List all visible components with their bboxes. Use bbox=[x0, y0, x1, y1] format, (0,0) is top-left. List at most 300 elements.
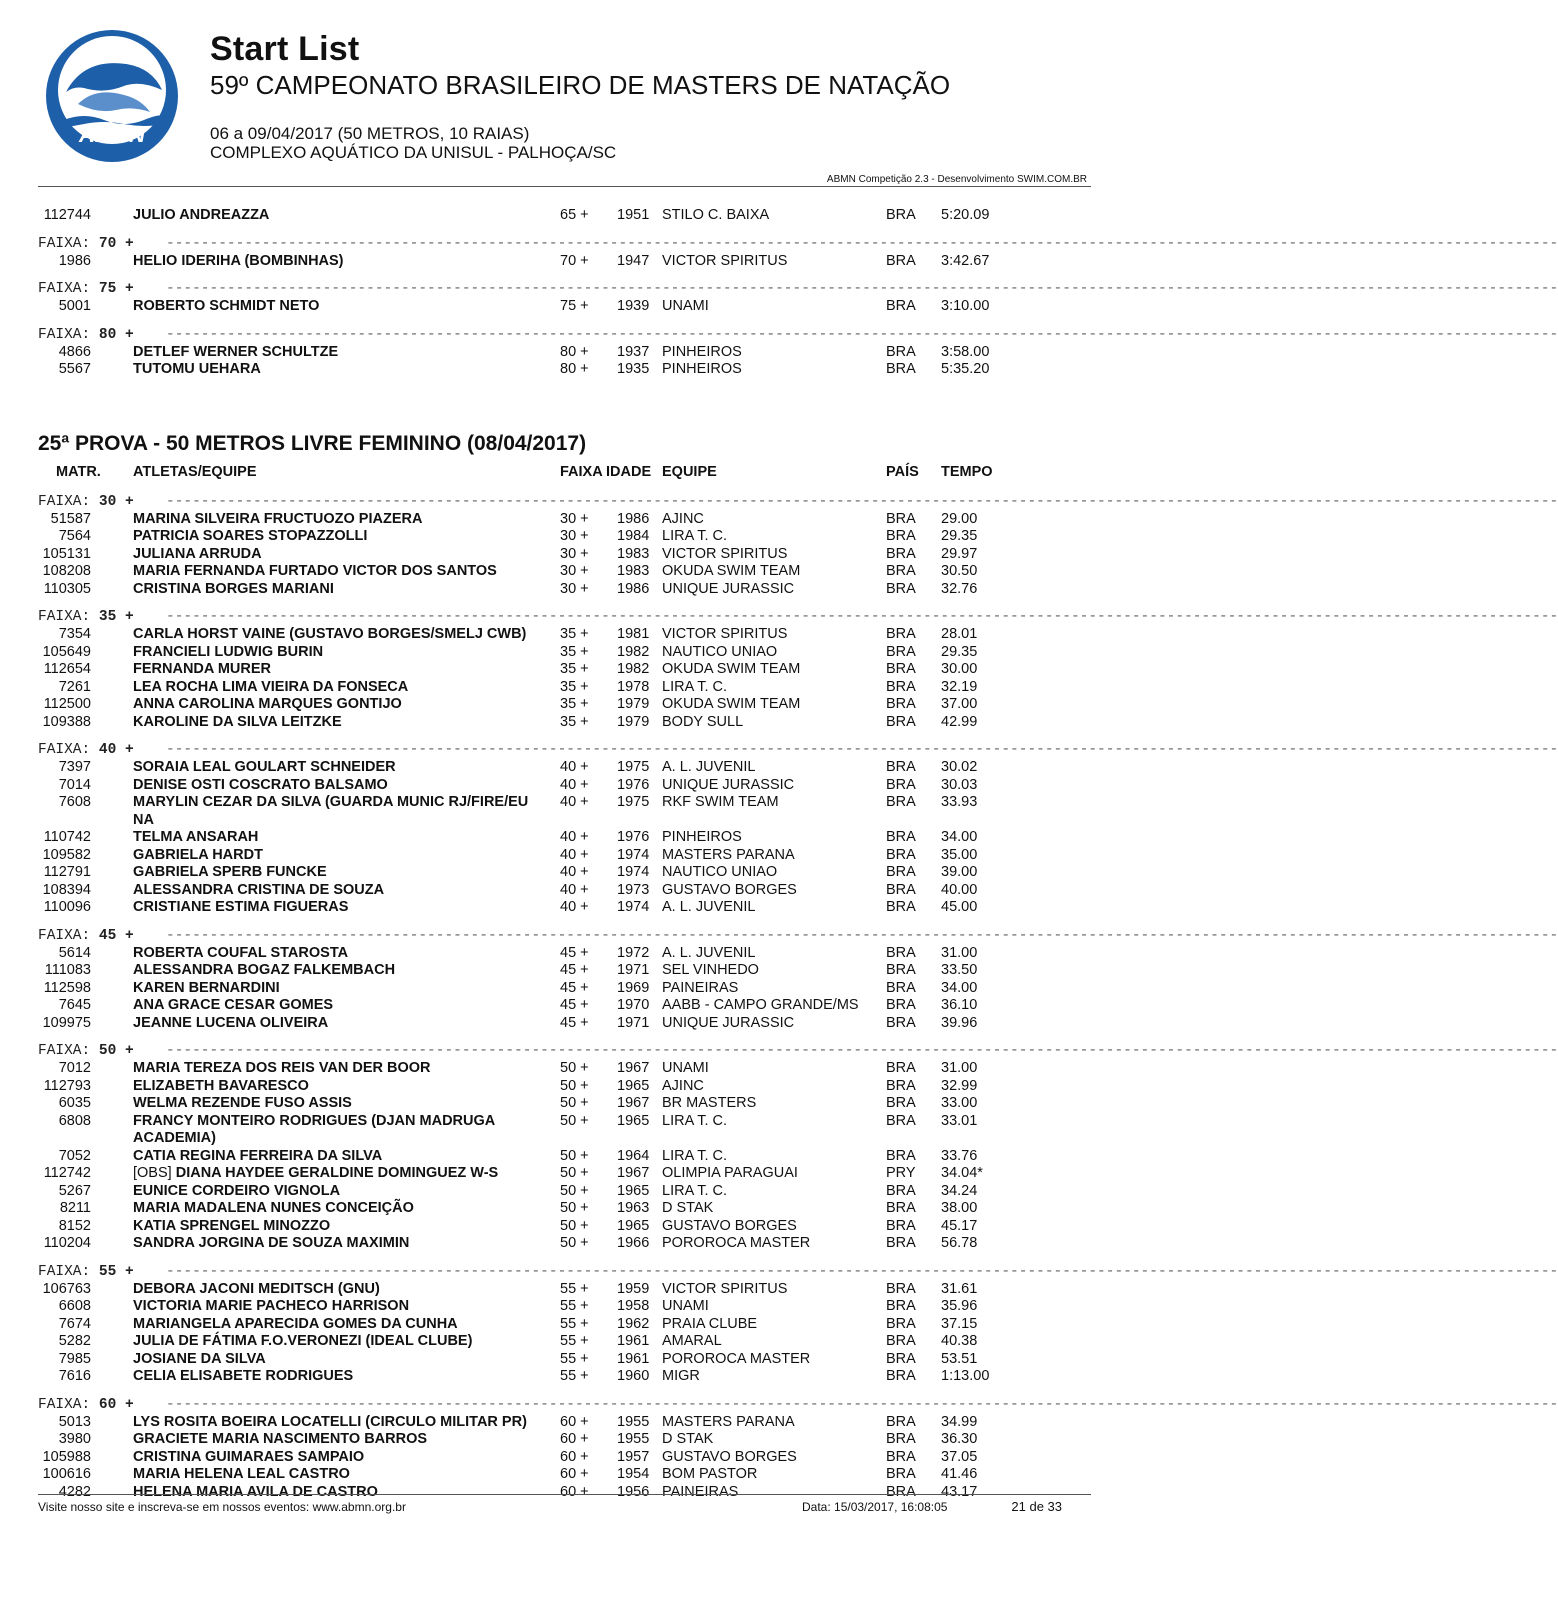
table-row bbox=[38, 1095, 1091, 1113]
birth-year: 1954 bbox=[617, 1466, 650, 1482]
entry-time: 3:42.67 bbox=[941, 252, 990, 269]
athlete-name-text: JULIO ANDREAZZA bbox=[133, 207, 270, 223]
team-name: PINHEIROS bbox=[662, 361, 742, 377]
athlete-name-text: TUTOMU UEHARA bbox=[133, 361, 261, 377]
birth-year: 1951 bbox=[617, 207, 650, 223]
entry-time: 29.35 bbox=[941, 643, 978, 660]
age-group-value: 75 + bbox=[98, 281, 134, 297]
team-name: MASTERS PARANA bbox=[662, 846, 795, 863]
entry-time: 36.10 bbox=[941, 997, 978, 1013]
registration-number: 5001 bbox=[58, 298, 91, 314]
entry-time: 34.00 bbox=[941, 829, 978, 845]
athlete-name bbox=[133, 528, 367, 546]
team-name: PINHEIROS bbox=[662, 343, 742, 360]
age-group-label: FAIXA: bbox=[38, 1396, 91, 1413]
registration-number: 5567 bbox=[58, 361, 91, 377]
country-code: BRA bbox=[886, 1060, 916, 1076]
team-name: OKUDA SWIM TEAM bbox=[662, 696, 801, 712]
registration-number: 109582 bbox=[42, 846, 91, 863]
athlete-name-text: JULIANA ARRUDA bbox=[133, 545, 262, 562]
table-row-continuation bbox=[38, 1130, 1091, 1148]
age-group: 55 + bbox=[560, 1280, 589, 1297]
athlete-name-text: DENISE OSTI COSCRATO BALSAMO bbox=[133, 776, 388, 793]
age-group: 45 + bbox=[560, 962, 589, 978]
separator-line: ---------------------------------------------------------------------------------------------------------------------------------------------------------------- bbox=[166, 493, 1558, 510]
team-name: VICTOR SPIRITUS bbox=[662, 626, 788, 642]
country-code: BRA bbox=[886, 1448, 916, 1465]
birth-year: 1979 bbox=[617, 696, 650, 712]
athlete-name bbox=[133, 1333, 472, 1351]
entry-time: 33.50 bbox=[941, 962, 978, 978]
registration-number: 7397 bbox=[58, 759, 91, 775]
athlete-name bbox=[133, 1148, 382, 1166]
age-group: 35 + bbox=[560, 626, 589, 642]
entry-time: 30.00 bbox=[941, 661, 978, 677]
entry-time: 32.19 bbox=[941, 678, 978, 695]
col-faixa: FAIXA bbox=[560, 463, 603, 480]
separator-line: ---------------------------------------------------------------------------------------------------------------------------------------------------------------- bbox=[166, 1043, 1558, 1059]
athlete-name bbox=[133, 962, 395, 980]
table-row bbox=[38, 1218, 1091, 1236]
table-row bbox=[38, 847, 1091, 865]
athlete-name bbox=[133, 997, 333, 1015]
age-group: 50 + bbox=[560, 1060, 589, 1076]
team-name: GUSTAVO BORGES bbox=[662, 1217, 797, 1234]
col-equipe: EQUIPE bbox=[662, 463, 717, 480]
entry-time: 30.02 bbox=[941, 759, 978, 775]
age-group: 80 + bbox=[560, 343, 589, 360]
country-code: BRA bbox=[886, 1182, 916, 1199]
birth-year: 1967 bbox=[617, 1095, 650, 1111]
registration-number: 105131 bbox=[42, 545, 91, 562]
separator-line: ---------------------------------------------------------------------------------------------------------------------------------------------------------------- bbox=[166, 742, 1558, 758]
table-row bbox=[38, 1281, 1091, 1299]
athlete-name bbox=[133, 1431, 427, 1449]
athlete-name bbox=[133, 1316, 458, 1334]
age-group-header bbox=[38, 280, 1558, 298]
entry-time: 43.17 bbox=[941, 1483, 978, 1500]
separator-line: ---------------------------------------------------------------------------------------------------------------------------------------------------------------- bbox=[166, 927, 1558, 944]
logo-text: ABMN bbox=[79, 122, 145, 147]
athlete-name-text: GRACIETE MARIA NASCIMENTO BARROS bbox=[133, 1431, 428, 1447]
birth-year: 1963 bbox=[617, 1200, 650, 1216]
birth-year: 1972 bbox=[617, 944, 650, 961]
country-code: BRA bbox=[886, 1014, 916, 1031]
age-group: 55 + bbox=[560, 1368, 589, 1384]
age-group-label: FAIXA: bbox=[38, 1043, 91, 1059]
team-name: AABB - CAMPO GRANDE/MS bbox=[662, 997, 859, 1013]
country-code: BRA bbox=[886, 997, 916, 1013]
registration-number: 112654 bbox=[43, 661, 91, 677]
age-group-label: FAIXA: bbox=[38, 235, 91, 252]
table-row bbox=[38, 563, 1091, 581]
athlete-name-text: VICTORIA MARIE PACHECO HARRISON bbox=[133, 1298, 410, 1314]
athlete-name bbox=[133, 899, 348, 917]
registration-number: 7564 bbox=[58, 528, 91, 544]
athlete-name bbox=[133, 882, 384, 900]
birth-year: 1937 bbox=[617, 343, 650, 360]
registration-number: 51587 bbox=[50, 510, 91, 527]
athlete-name bbox=[133, 829, 258, 847]
birth-year: 1979 bbox=[617, 713, 650, 730]
event-title: 25ª PROVA - 50 METROS LIVRE FEMININO (08/04/2017) bbox=[38, 431, 587, 455]
obs-prefix: [OBS] bbox=[133, 1165, 176, 1181]
entry-time: 29.97 bbox=[941, 545, 978, 562]
athlete-name-text: TELMA ANSARAH bbox=[133, 829, 259, 845]
athlete-name bbox=[133, 714, 342, 732]
table-row bbox=[38, 1431, 1091, 1449]
country-code: BRA bbox=[886, 944, 916, 961]
athlete-name bbox=[133, 253, 344, 271]
athlete-name bbox=[133, 1165, 498, 1183]
birth-year: 1986 bbox=[617, 510, 650, 527]
birth-year: 1967 bbox=[617, 1060, 650, 1076]
header-divider bbox=[38, 186, 1091, 187]
registration-number: 7012 bbox=[58, 1060, 91, 1076]
table-row bbox=[38, 1113, 1091, 1131]
entry-time: 30.03 bbox=[941, 776, 978, 793]
country-code: BRA bbox=[886, 343, 916, 360]
birth-year: 1975 bbox=[617, 794, 650, 810]
athlete-name bbox=[133, 1466, 350, 1484]
separator-line: ---------------------------------------------------------------------------------------------------------------------------------------------------------------- bbox=[166, 1263, 1558, 1280]
age-group: 40 + bbox=[560, 881, 589, 898]
age-group: 60 + bbox=[560, 1413, 589, 1430]
team-name: VICTOR SPIRITUS bbox=[662, 545, 788, 562]
team-name: A. L. JUVENIL bbox=[662, 944, 756, 961]
registration-number: 109388 bbox=[42, 713, 91, 730]
registration-number: 8152 bbox=[58, 1217, 91, 1234]
country-code: PRY bbox=[886, 1165, 916, 1181]
registration-number: 110096 bbox=[43, 899, 91, 915]
table-row bbox=[38, 546, 1091, 564]
registration-number: 7261 bbox=[58, 678, 91, 695]
entry-time: 38.00 bbox=[941, 1200, 978, 1216]
country-code: BRA bbox=[886, 1235, 916, 1251]
entry-time: 34.24 bbox=[941, 1182, 978, 1199]
table-row bbox=[38, 1466, 1091, 1484]
age-group-header bbox=[38, 235, 1558, 253]
age-group: 80 + bbox=[560, 361, 589, 377]
athlete-name-text: LYS ROSITA BOEIRA LOCATELLI (CIRCULO MILITAR PR) bbox=[133, 1413, 527, 1430]
table-row bbox=[38, 1183, 1091, 1201]
birth-year: 1984 bbox=[617, 528, 650, 544]
team-name: NAUTICO UNIAO bbox=[662, 864, 778, 880]
separator-line: ---------------------------------------------------------------------------------------------------------------------------------------------------------------- bbox=[166, 609, 1558, 625]
table-row bbox=[38, 1368, 1091, 1386]
country-code: BRA bbox=[886, 776, 916, 793]
birth-year: 1976 bbox=[617, 776, 650, 793]
country-code: BRA bbox=[886, 1200, 916, 1216]
age-group-label: FAIXA: bbox=[38, 1263, 91, 1280]
athlete-name bbox=[133, 1351, 266, 1369]
age-group: 35 + bbox=[560, 643, 589, 660]
athlete-name-continuation: NA bbox=[133, 811, 154, 828]
table-row bbox=[38, 882, 1091, 900]
table-row bbox=[38, 899, 1091, 917]
athlete-name-text: JOSIANE DA SILVA bbox=[133, 1350, 266, 1367]
country-code: BRA bbox=[886, 361, 916, 377]
team-name: POROROCA MASTER bbox=[662, 1235, 811, 1251]
age-group: 40 + bbox=[560, 846, 589, 863]
age-group: 50 + bbox=[560, 1165, 589, 1181]
country-code: BRA bbox=[886, 1298, 916, 1314]
age-group: 35 + bbox=[560, 678, 589, 695]
athlete-name-text: GABRIELA SPERB FUNCKE bbox=[133, 864, 327, 880]
team-name: LIRA T. C. bbox=[662, 528, 728, 544]
entry-time: 33.93 bbox=[941, 794, 978, 810]
age-group: 30 + bbox=[560, 545, 589, 562]
country-code: BRA bbox=[886, 1483, 916, 1500]
athlete-name bbox=[133, 644, 323, 662]
athlete-name bbox=[133, 1113, 495, 1131]
team-name: GUSTAVO BORGES bbox=[662, 1448, 797, 1465]
birth-year: 1974 bbox=[617, 899, 650, 915]
table-row bbox=[38, 253, 1091, 271]
athlete-name-text: ROBERTO SCHMIDT NETO bbox=[133, 298, 320, 314]
championship-venue: COMPLEXO AQUÁTICO DA UNISUL - PALHOÇA/SC bbox=[210, 143, 617, 162]
registration-number: 5013 bbox=[58, 1413, 91, 1430]
birth-year: 1974 bbox=[617, 846, 650, 863]
team-name: BOM PASTOR bbox=[662, 1466, 758, 1482]
age-group: 50 + bbox=[560, 1112, 589, 1129]
table-row bbox=[38, 696, 1091, 714]
entry-time: 35.00 bbox=[941, 846, 978, 863]
athlete-name-text: DETLEF WERNER SCHULTZE bbox=[133, 343, 339, 360]
age-group: 55 + bbox=[560, 1333, 589, 1349]
entry-time: 5:20.09 bbox=[941, 207, 990, 223]
age-group: 40 + bbox=[560, 899, 589, 915]
birth-year: 1962 bbox=[617, 1315, 650, 1332]
registration-number: 7014 bbox=[58, 776, 91, 793]
table-row bbox=[38, 1148, 1091, 1166]
registration-number: 110204 bbox=[43, 1235, 91, 1251]
table-row bbox=[38, 829, 1091, 847]
entry-time: 32.76 bbox=[941, 580, 978, 597]
birth-year: 1982 bbox=[617, 661, 650, 677]
athlete-name-text: MARIA FERNANDA FURTADO VICTOR DOS SANTOS bbox=[133, 563, 497, 579]
country-code: BRA bbox=[886, 962, 916, 978]
registration-number: 7645 bbox=[58, 997, 91, 1013]
registration-number: 106763 bbox=[42, 1280, 91, 1297]
country-code: BRA bbox=[886, 661, 916, 677]
country-code: BRA bbox=[886, 1466, 916, 1482]
start-list-content bbox=[38, 207, 1558, 1501]
age-group-header bbox=[38, 1042, 1558, 1060]
birth-year: 1974 bbox=[617, 864, 650, 880]
registration-number: 6808 bbox=[58, 1112, 91, 1129]
birth-year: 1935 bbox=[617, 361, 650, 377]
birth-year: 1971 bbox=[617, 1014, 650, 1031]
country-code: BRA bbox=[886, 881, 916, 898]
age-group: 50 + bbox=[560, 1095, 589, 1111]
athlete-name-text: DEBORA JACONI MEDITSCH (GNU) bbox=[133, 1280, 380, 1297]
athlete-name bbox=[133, 344, 338, 362]
registration-number: 7354 bbox=[58, 626, 91, 642]
registration-number: 1986 bbox=[58, 252, 91, 269]
table-row bbox=[38, 1015, 1091, 1033]
age-group: 55 + bbox=[560, 1298, 589, 1314]
previous-event-rows bbox=[38, 207, 1091, 225]
table-row bbox=[38, 1200, 1091, 1218]
registration-number: 112744 bbox=[43, 207, 91, 223]
registration-number: 7674 bbox=[58, 1315, 91, 1332]
table-row bbox=[38, 1060, 1091, 1078]
athlete-name-text: ROBERTA COUFAL STAROSTA bbox=[133, 944, 349, 961]
age-group-label: FAIXA: bbox=[38, 493, 91, 510]
table-row bbox=[38, 945, 1091, 963]
age-group: 30 + bbox=[560, 510, 589, 527]
entry-time: 31.00 bbox=[941, 1060, 978, 1076]
athlete-name-text: DIANA HAYDEE GERALDINE DOMINGUEZ W-S bbox=[175, 1165, 499, 1181]
birth-year: 1965 bbox=[617, 1217, 650, 1234]
software-credit: ABMN Competição 2.3 - Desenvolvimento SWIM.COM.BR bbox=[826, 174, 1087, 185]
entry-time: 45.00 bbox=[941, 899, 978, 915]
entry-time: 39.00 bbox=[941, 864, 978, 880]
athlete-name-text: LEA ROCHA LIMA VIEIRA DA FONSECA bbox=[133, 678, 409, 695]
birth-year: 1983 bbox=[617, 545, 650, 562]
country-code: BRA bbox=[886, 1147, 916, 1164]
team-name: AJINC bbox=[662, 510, 704, 527]
table-row bbox=[38, 361, 1091, 379]
registration-number: 112500 bbox=[43, 696, 91, 712]
table-row bbox=[38, 1449, 1091, 1467]
column-headers bbox=[38, 461, 1091, 483]
birth-year: 1957 bbox=[617, 1448, 650, 1465]
team-name: OKUDA SWIM TEAM bbox=[662, 563, 801, 579]
country-code: BRA bbox=[886, 545, 916, 562]
registration-number: 8211 bbox=[59, 1200, 91, 1216]
entry-time: 41.46 bbox=[941, 1466, 978, 1482]
registration-number: 109975 bbox=[42, 1014, 91, 1031]
registration-number: 5267 bbox=[58, 1182, 91, 1199]
age-group-header bbox=[38, 608, 1558, 626]
age-group: 50 + bbox=[560, 1217, 589, 1234]
team-name: POROROCA MASTER bbox=[662, 1350, 811, 1367]
col-matr: MATR. bbox=[56, 463, 101, 480]
athlete-name-text: ANA GRACE CESAR GOMES bbox=[133, 997, 334, 1013]
athlete-name-text: CARLA HORST VAINE (GUSTAVO BORGES/SMELJ CWB) bbox=[133, 626, 527, 642]
abmn-logo bbox=[44, 28, 180, 164]
birth-year: 1960 bbox=[617, 1368, 650, 1384]
country-code: BRA bbox=[886, 864, 916, 880]
entry-time: 37.00 bbox=[941, 696, 978, 712]
age-group: 45 + bbox=[560, 944, 589, 961]
country-code: BRA bbox=[886, 626, 916, 642]
athlete-name bbox=[133, 207, 269, 225]
registration-number: 5282 bbox=[58, 1333, 91, 1349]
registration-number: 110742 bbox=[43, 829, 91, 845]
athlete-name-text: ANNA CAROLINA MARQUES GONTIJO bbox=[133, 696, 402, 712]
athlete-name bbox=[133, 1183, 340, 1201]
athlete-name-text: CRISTINA BORGES MARIANI bbox=[133, 580, 334, 597]
athlete-name bbox=[133, 847, 263, 865]
team-name: GUSTAVO BORGES bbox=[662, 881, 797, 898]
event-groups bbox=[38, 493, 1558, 1502]
team-name: OLIMPIA PARAGUAI bbox=[662, 1165, 798, 1181]
separator-line: ---------------------------------------------------------------------------------------------------------------------------------------------------------------- bbox=[166, 235, 1558, 252]
table-row bbox=[38, 1333, 1091, 1351]
athlete-name bbox=[133, 1449, 364, 1467]
country-code: BRA bbox=[886, 1315, 916, 1332]
birth-year: 1961 bbox=[617, 1333, 650, 1349]
registration-number: 6035 bbox=[58, 1095, 91, 1111]
entry-time: 34.00 bbox=[941, 979, 978, 996]
age-group-header bbox=[38, 326, 1558, 344]
birth-year: 1961 bbox=[617, 1350, 650, 1367]
championship-dates: 06 a 09/04/2017 (50 METROS, 10 RAIAS) bbox=[210, 124, 530, 143]
table-row bbox=[38, 1235, 1091, 1253]
age-group-value: 70 + bbox=[98, 235, 134, 252]
entry-time: 40.38 bbox=[941, 1333, 978, 1349]
team-name: UNIQUE JURASSIC bbox=[662, 776, 795, 793]
athlete-name bbox=[133, 1200, 414, 1218]
entry-time: 31.61 bbox=[941, 1280, 978, 1297]
age-group-value: 80 + bbox=[98, 326, 134, 343]
age-group: 50 + bbox=[560, 1077, 589, 1094]
registration-number: 110305 bbox=[43, 580, 91, 597]
country-code: BRA bbox=[886, 713, 916, 730]
athlete-name bbox=[133, 1368, 353, 1386]
registration-number: 7985 bbox=[58, 1350, 91, 1367]
athlete-name bbox=[133, 1095, 352, 1113]
team-name: LIRA T. C. bbox=[662, 1112, 728, 1129]
athlete-name-text: MARIANGELA APARECIDA GOMES DA CUNHA bbox=[133, 1315, 458, 1332]
age-group-value: 60 + bbox=[98, 1396, 134, 1413]
table-row bbox=[38, 962, 1091, 980]
birth-year: 1978 bbox=[617, 678, 650, 695]
age-group: 55 + bbox=[560, 1350, 589, 1367]
country-code: BRA bbox=[886, 1077, 916, 1094]
athlete-name-text: JEANNE LUCENA OLIVEIRA bbox=[133, 1014, 329, 1031]
birth-year: 1967 bbox=[617, 1165, 650, 1181]
age-group-value: 35 + bbox=[98, 609, 134, 625]
birth-year: 1947 bbox=[617, 252, 650, 269]
entry-time: 39.96 bbox=[941, 1014, 978, 1031]
country-code: BRA bbox=[886, 643, 916, 660]
birth-year: 1969 bbox=[617, 979, 650, 996]
country-code: BRA bbox=[886, 979, 916, 996]
table-row bbox=[38, 1165, 1091, 1183]
country-code: BRA bbox=[886, 759, 916, 775]
athlete-name bbox=[133, 661, 271, 679]
age-group: 40 + bbox=[560, 829, 589, 845]
age-group: 40 + bbox=[560, 776, 589, 793]
athlete-name bbox=[133, 361, 261, 379]
athlete-name-text: HELIO IDERIHA (BOMBINHAS) bbox=[133, 252, 344, 269]
age-group: 70 + bbox=[560, 252, 589, 269]
table-row bbox=[38, 1298, 1091, 1316]
birth-year: 1965 bbox=[617, 1077, 650, 1094]
athlete-name-text: HELENA MARIA AVILA DE CASTRO bbox=[133, 1483, 378, 1500]
athlete-name-text: KAREN BERNARDINI bbox=[133, 979, 280, 996]
athlete-name bbox=[133, 581, 334, 599]
country-code: BRA bbox=[886, 1217, 916, 1234]
entry-time: 37.05 bbox=[941, 1448, 978, 1465]
country-code: BRA bbox=[886, 846, 916, 863]
team-name: AMARAL bbox=[662, 1333, 722, 1349]
athlete-name bbox=[133, 794, 528, 812]
table-row bbox=[38, 1484, 1091, 1502]
table-row bbox=[38, 1316, 1091, 1334]
athlete-name-text: ALESSANDRA BOGAZ FALKEMBACH bbox=[133, 962, 396, 978]
age-group: 35 + bbox=[560, 696, 589, 712]
registration-number: 3980 bbox=[58, 1431, 91, 1447]
team-name: D STAK bbox=[662, 1431, 714, 1447]
team-name: A. L. JUVENIL bbox=[662, 759, 756, 775]
table-row bbox=[38, 661, 1091, 679]
age-group-label: FAIXA: bbox=[38, 927, 91, 944]
